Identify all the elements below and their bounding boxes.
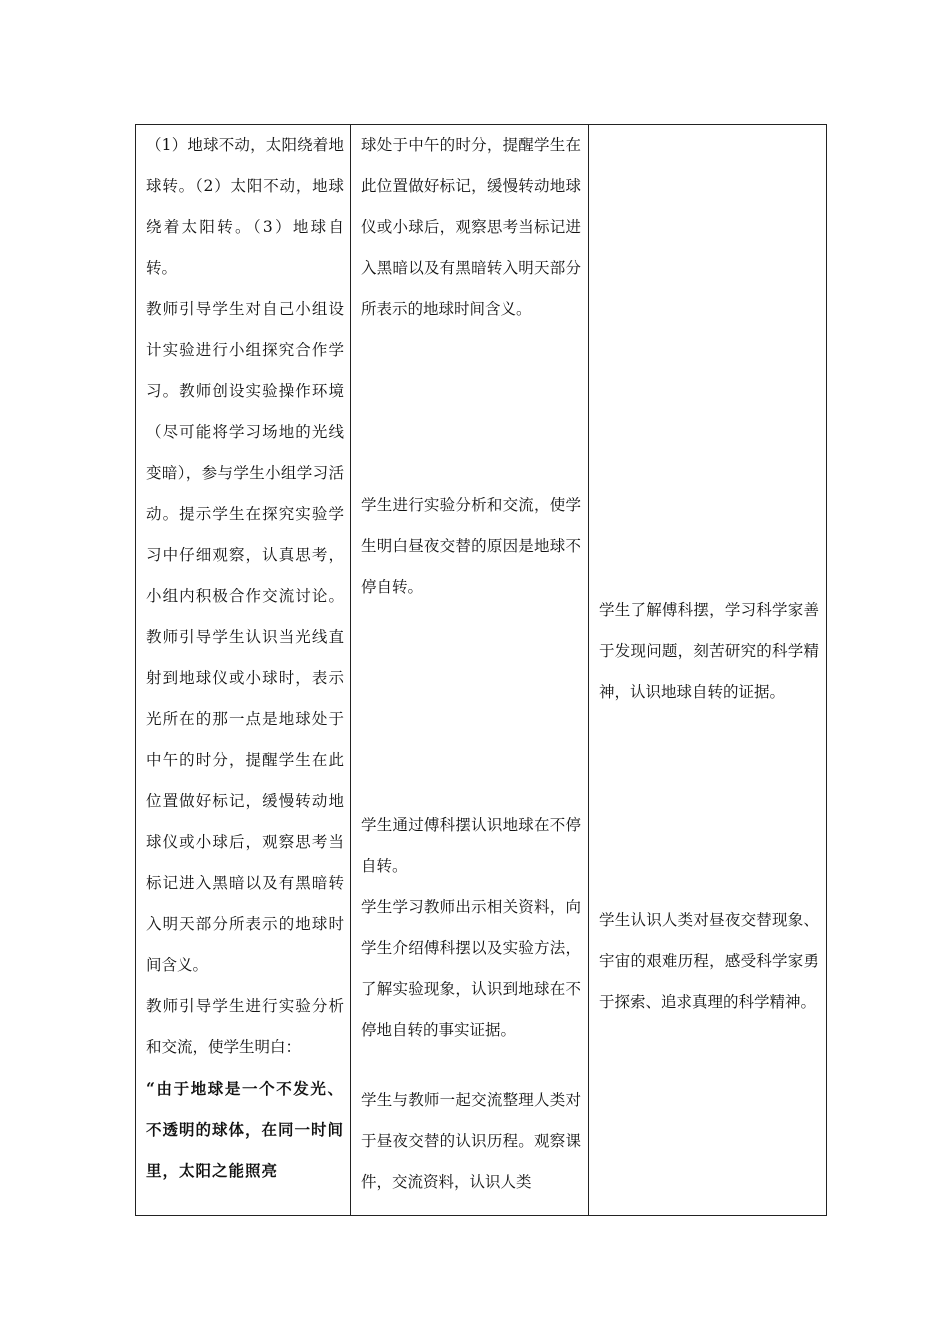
key-conclusion: “由于地球是一个不发光、不透明的球体，在同一时间里，太阳之能照亮 (146, 1079, 345, 1180)
student-activity-foucault (361, 805, 581, 1051)
student-activity-history: 学生与教师一起交流整理人类对于昼夜交替的认识历程。观察课件，交流资料，认识人类 (361, 1091, 581, 1191)
column-divider-2 (588, 125, 589, 1215)
experiment-hypotheses: （1）地球不动，太阳绕着地球转。（2）太阳不动，地球绕着太阳转。（3）地球自转。 (146, 136, 344, 277)
teacher-guidance-experiment: 教师引导学生对自己小组设计实验进行小组探究合作学习。教师创设实验操作环境（尽可能将学习场地的光线变暗），参与学生小组学习活动。提示学生在探究实验学习中仔细观察，认真思考，小组内积极合作交流讨论。教师引导学生认识当光线直射到地球仪或小球时，表示光所在的那一点是地球处于中午的时分，提醒学生在此位置做好标记，缓慢转动地球仪或小球后，观察思考当标记进入黑暗以及有黑暗转入明天部分所表示的地球时间含义。 (146, 300, 344, 974)
teacher-guidance-analysis: 教师引导学生进行实验分析和交流，使学生明白： (146, 997, 344, 1056)
student-activity-analysis: 学生进行实验分析和交流，使学生明白昼夜交替的原因是地球不停自转。 (361, 496, 581, 596)
student-foucault-materials: 学生学习教师出示相关资料，向学生介绍傅科摆以及实验方法，了解实验现象，认识到地球在不停地自转的事实证据。 (361, 898, 581, 1039)
teacher-activity-cell (146, 125, 344, 1191)
student-foucault-recognize: 学生通过傅科摆认识地球在不停自转。 (361, 816, 581, 875)
design-intent-history: 学生认识人类对昼夜交替现象、宇宙的艰难历程，感受科学家勇于探索、追求真理的科学精神。 (599, 911, 819, 1011)
lesson-table (135, 124, 827, 1216)
design-intent-foucault: 学生了解傅科摆，学习科学家善于发现问题，刻苦研究的科学精神，认识地球自转的证据。 (599, 601, 819, 701)
student-activity-observe: 球处于中午的时分，提醒学生在此位置做好标记，缓慢转动地球仪或小球后，观察思考当标记进入黑暗以及有黑暗转入明天部分所表示的地球时间含义。 (361, 136, 581, 318)
column-divider-1 (350, 125, 351, 1215)
